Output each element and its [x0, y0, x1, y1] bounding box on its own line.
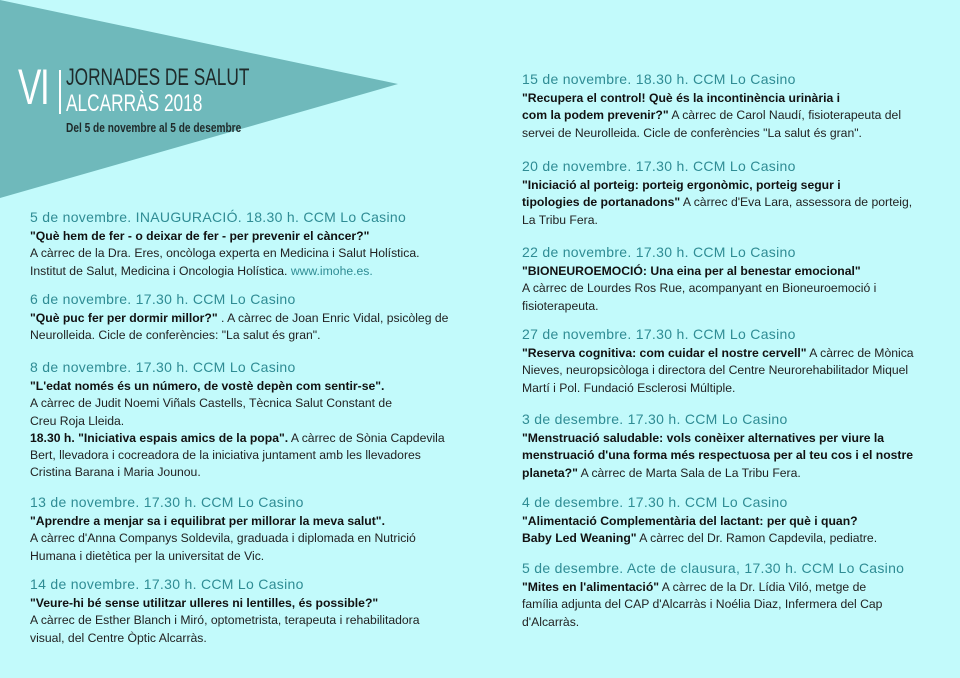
talk-title: planeta?" — [522, 465, 578, 480]
event-description-line — [522, 362, 914, 379]
event-date-heading: 15 de novembre. 18.30 h. CCM Lo Casino — [522, 71, 796, 87]
event-description-line — [30, 612, 420, 629]
talk-title: Baby Led Weaning" — [522, 531, 637, 546]
event-title: JORNADES DE SALUT — [66, 64, 250, 91]
speaker-info: A càrrec de Sònia Capdevila — [288, 430, 445, 445]
event-date-heading: 27 de novembre. 17.30 h. CCM Lo Casino — [522, 326, 796, 342]
event-description-line — [522, 298, 876, 315]
event-description-line — [30, 413, 445, 430]
event-description-line — [30, 395, 445, 412]
talk-title: "Què hem de fer - o deixar de fer - per prevenir el càncer?" — [30, 229, 370, 243]
speaker-info: A càrrec de Marta Sala de La Tribu Fera. — [577, 465, 801, 480]
event-description-line — [522, 447, 913, 464]
event-description-line — [522, 194, 912, 211]
speaker-info: visual, del Centre Òptic Alcarràs. — [30, 630, 207, 645]
event-date-heading: 22 de novembre. 17.30 h. CCM Lo Casino — [522, 244, 796, 260]
speaker-info: d'Alcarràs. — [522, 614, 580, 629]
speaker-info: A càrrec de Mònica — [806, 346, 914, 360]
event-description-line — [522, 513, 877, 530]
talk-title: "Recupera el control! Què és la incontinència urinària i — [522, 91, 840, 105]
event-description-line — [30, 447, 445, 464]
speaker-info: Creu Roja Lleida. — [30, 413, 125, 428]
speaker-info: Martí i Pol. Fundació Esclerosi Múltiple. — [522, 380, 736, 395]
event-block — [522, 410, 913, 482]
event-description-line — [522, 430, 913, 447]
speaker-info: A càrrec d'Anna Companys Soldevila, graduada i diplomada en Nutrició — [30, 531, 416, 546]
event-date-heading: 5 de desembre. Acte de clausura, 17.30 h. CCM Lo Casino — [522, 560, 905, 576]
talk-title: "BIONEUROEMOCIÓ: Una eina per al benestar emocional" — [522, 264, 861, 278]
event-block — [522, 559, 904, 631]
event-date-heading: 8 de novembre. 17.30 h. CCM Lo Casino — [30, 359, 296, 375]
event-description-line — [522, 177, 912, 194]
event-description-line — [30, 548, 416, 565]
event-block — [30, 493, 416, 565]
speaker-info: A càrrec del Dr. Ramon Capdevila, pediatre. — [636, 531, 878, 546]
speaker-info: Cristina Barana i Maria Jounou. — [30, 465, 201, 480]
talk-title: "Aprendre a menjar sa i equilibrat per millorar la meva salut". — [30, 514, 385, 528]
event-date-heading: 13 de novembre. 17.30 h. CCM Lo Casino — [30, 494, 304, 510]
speaker-info: Nieves, neuropsicòloga i directora del Centre Neurorehabilitador Miquel — [522, 363, 909, 378]
event-description-line — [30, 310, 448, 327]
talk-title: 18.30 h. "Iniciativa espais amics de la popa". — [30, 430, 289, 445]
event-date-heading: 5 de novembre. INAUGURACIÓ. 18.30 h. CCM Lo Casino — [30, 209, 407, 225]
speaker-info: A càrrec de Carol Naudí, fisioterapeuta del — [668, 108, 902, 123]
talk-title: "Alimentació Complementària del lactant: per què i quan? — [522, 514, 858, 528]
talk-title: "Reserva cognitiva: com cuidar el nostre cervell" — [522, 346, 807, 360]
event-description-line — [522, 380, 914, 397]
event-description-line — [30, 245, 420, 262]
event-block — [522, 70, 901, 142]
event-description-line — [30, 263, 420, 280]
talk-title: menstruació d'una forma més respectuosa per al teu cos i el nostre — [522, 448, 913, 463]
talk-title: com la podem prevenir?" — [522, 108, 669, 123]
speaker-info: A càrrec de Esther Blanch i Miró, optometrista, terapeuta i rehabilitadora — [30, 613, 420, 628]
talk-title: "Mites en l'alimentació" — [522, 580, 660, 594]
event-date-heading: 14 de novembre. 17.30 h. CCM Lo Casino — [30, 576, 304, 592]
speaker-info: Bert, llevadora i cocreadora de la iniciativa juntament amb les llevadores — [30, 448, 421, 463]
talk-title: "Menstruació saludable: vols conèixer alternatives per viure la — [522, 431, 885, 445]
event-dates: Del 5 de novembre al 5 de desembre — [66, 120, 242, 135]
event-description-line — [522, 263, 876, 280]
speaker-info: A càrrec de Lourdes Ros Rue, acompanyant en Bioneuroemoció i — [522, 281, 877, 296]
event-description-line — [30, 513, 416, 530]
event-description-line — [522, 345, 914, 362]
speaker-info: Humana i dietètica per la universitat de Vic. — [30, 548, 265, 563]
event-description-line — [522, 530, 877, 547]
talk-title: "Iniciació al porteig: porteig ergonòmic, porteig segur i — [522, 178, 841, 192]
event-block — [30, 290, 448, 345]
talk-title: "L'edat només és un número, de vostè depèn com sentir-se". — [30, 379, 385, 393]
speaker-info: fisioterapeuta. — [522, 298, 599, 313]
event-description-line — [30, 430, 445, 447]
event-description-line — [30, 595, 420, 612]
event-date-heading: 4 de desembre. 17.30 h. CCM Lo Casino — [522, 494, 788, 510]
speaker-info: Neurolleida. Cicle de conferències: "La salut és gran". — [30, 328, 321, 343]
event-date-heading: 3 de desembre. 17.30 h. CCM Lo Casino — [522, 411, 788, 427]
speaker-info: A càrrec de la Dr. Lídia Viló, metge de — [659, 580, 867, 594]
event-block — [522, 493, 877, 548]
speaker-info: família adjunta del CAP d'Alcarràs i Noélia Diaz, Infermera del Cap — [522, 597, 883, 612]
event-block — [30, 208, 420, 280]
event-description-line — [30, 327, 448, 344]
event-description-line — [30, 378, 445, 395]
event-description-line — [522, 125, 901, 142]
logo-divider — [59, 70, 61, 114]
speaker-info: . A càrrec de Joan Enric Vidal, psicòleg de — [217, 311, 449, 325]
event-description-line — [522, 614, 904, 631]
event-description-line — [30, 464, 445, 481]
event-block — [30, 575, 420, 647]
event-description-line — [522, 579, 904, 596]
speaker-info: Institut de Salut, Medicina i Oncologia Holística. — [30, 263, 291, 278]
speaker-info: servei de Neurolleida. Cicle de conferències "La salut és gran". — [522, 125, 862, 140]
event-description-line — [522, 212, 912, 229]
talk-title: "Veure-hi bé sense utilitzar ulleres ni lentilles, és possible?" — [30, 596, 379, 610]
talk-title: "Què puc fer per dormir millor?" — [30, 311, 218, 325]
edition-number: VI — [18, 59, 49, 115]
event-description-line — [30, 228, 420, 245]
event-description-line — [522, 280, 876, 297]
event-description-line — [522, 465, 913, 482]
speaker-info: A càrrec de la Dra. Eres, oncòloga experta en Medicina i Salut Holística. — [30, 246, 420, 261]
event-block — [522, 325, 914, 397]
event-subtitle: ALCARRÀS 2018 — [66, 90, 203, 117]
speaker-info: A càrrec de Judit Noemi Viñals Castells, Tècnica Salut Constant de — [30, 396, 392, 411]
event-block — [522, 157, 912, 229]
event-block — [522, 243, 876, 315]
event-description-line — [522, 596, 904, 613]
speaker-info: La Tribu Fera. — [522, 212, 598, 227]
event-description-line — [522, 107, 901, 124]
talk-title: tipologies de portanadons" — [522, 195, 681, 210]
event-description-line — [522, 90, 901, 107]
event-date-heading: 6 de novembre. 17.30 h. CCM Lo Casino — [30, 291, 296, 307]
event-block — [30, 358, 445, 482]
event-description-line — [30, 630, 420, 647]
website-link[interactable]: www.imohe.es. — [290, 263, 373, 278]
event-date-heading: 20 de novembre. 17.30 h. CCM Lo Casino — [522, 158, 796, 174]
event-description-line — [30, 530, 416, 547]
speaker-info: A càrrec d'Eva Lara, assessora de porteig, — [680, 195, 913, 210]
